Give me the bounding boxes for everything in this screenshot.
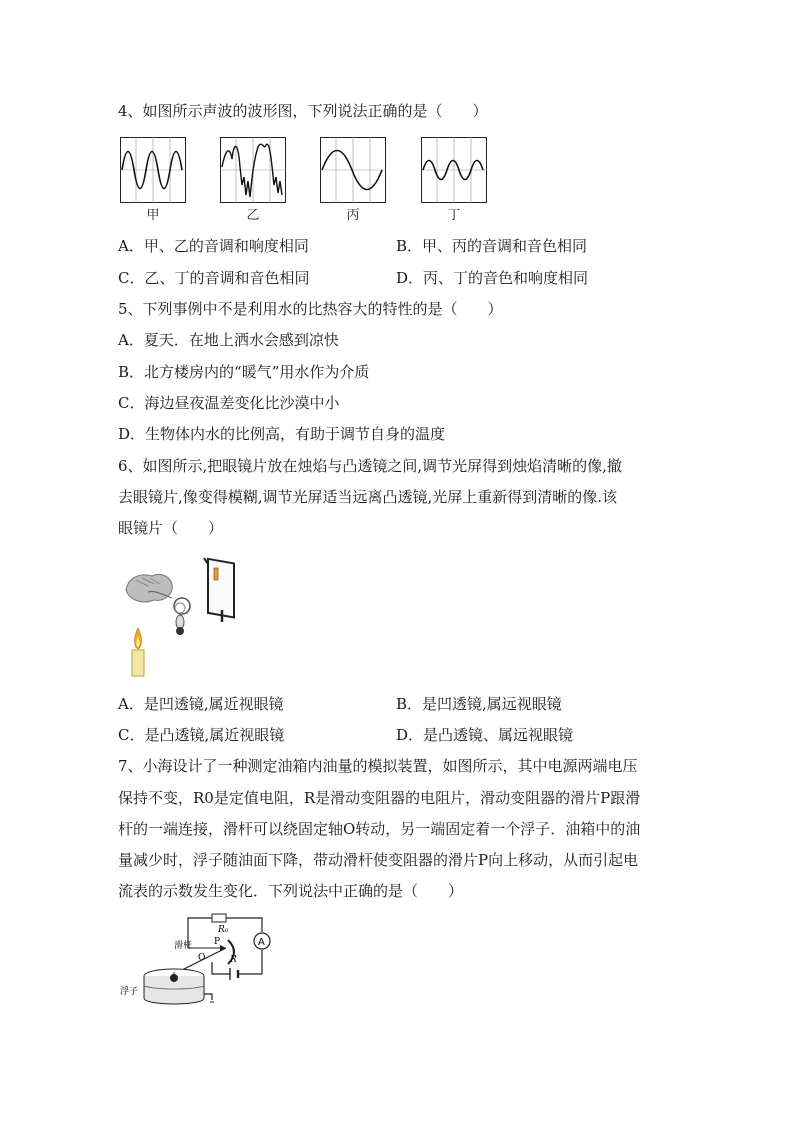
q6-option-b[interactable]: B．是凹透镜,属远视眼镜 <box>396 695 562 713</box>
q6-stem-line-3: 眼镜片（ ） <box>118 519 224 537</box>
wave-label-jia: 甲 <box>146 208 160 223</box>
q7-stem-line-5: 流表的示数发生变化．下列说法中正确的是（ ） <box>118 882 464 900</box>
q6-option-c[interactable]: C．是凸透镜,属近视眼镜 <box>118 726 285 744</box>
q6-stem-line-1: 6、如图所示,把眼镜片放在烛焰与凸透镜之间,调节光屏得到烛焰清晰的像,撤 <box>118 457 622 475</box>
oil-gauge-circuit-figure <box>118 910 278 1010</box>
lens-experiment-figure <box>118 550 243 680</box>
q4-option-c[interactable]: C．乙、丁的音调和音色相同 <box>118 269 310 287</box>
wave-label-bing: 丙 <box>346 208 360 223</box>
fixed-resistor-r0 <box>212 914 226 922</box>
slider-p-label: P <box>214 937 221 947</box>
q4-stem: 4、如图所示声波的波形图，下列说法正确的是（ ） <box>118 102 488 120</box>
q5-option-c[interactable]: C．海边昼夜温差变化比沙漠中小 <box>118 394 340 412</box>
ammeter-label: A <box>258 937 265 948</box>
r-label: R <box>230 955 237 965</box>
q7-stem-line-1: 7、小海设计了一种测定油箱内油量的模拟装置，如图所示，其中电源两端电压 <box>118 757 638 775</box>
wave-label-yi: 乙 <box>246 208 260 223</box>
wave-figure-jia <box>120 137 186 203</box>
float-label: 浮子 <box>120 987 139 997</box>
q7-stem-line-4: 量减少时，浮子随油面下降，带动滑杆使变阻器的滑片P向上移动，从而引起电 <box>118 851 639 869</box>
rod-label: 滑杆 <box>174 941 193 951</box>
q5-option-b[interactable]: B．北方楼房内的“暖气”用水作为介质 <box>118 363 370 381</box>
convex-lens <box>176 615 184 629</box>
q4-option-d[interactable]: D．丙、丁的音色和响度相同 <box>396 269 589 287</box>
q6-option-d[interactable]: D．是凸透镜、属远视眼镜 <box>396 726 574 744</box>
pivot-o-label: O <box>198 953 206 963</box>
q5-option-d[interactable]: D．生物体内水的比例高，有助于调节自身的温度 <box>118 425 446 443</box>
oil-tank <box>144 969 214 1004</box>
q5-option-a[interactable]: A．夏天．在地上洒水会感到凉快 <box>118 331 339 349</box>
wave-label-ding: 丁 <box>447 208 461 223</box>
wave-figure-yi <box>220 137 286 203</box>
light-screen <box>204 558 234 622</box>
q4-option-b[interactable]: B．甲、丙的音调和音色相同 <box>396 237 588 255</box>
wave-figure-ding <box>421 137 487 203</box>
q7-stem-line-3: 杆的一端连接，滑杆可以绕固定轴O转动，另一端固定着一个浮子．油箱中的油 <box>118 820 641 838</box>
q6-option-a[interactable]: A．是凹透镜,属近视眼镜 <box>118 695 284 713</box>
candle <box>132 628 144 676</box>
r0-label: R₀ <box>218 925 229 935</box>
q7-stem-line-2: 保持不变，R0是定值电阻，R是滑动变阻器的电阻片，滑动变阻器的滑片P跟滑 <box>118 789 641 807</box>
hand-illustration <box>126 574 172 601</box>
q6-stem-line-2: 去眼镜片,像变得模糊,调节光屏适当远离凸透镜,光屏上重新得到清晰的像.该 <box>118 488 618 506</box>
q5-stem: 5、下列事例中不是利用水的比热容大的特性的是（ ） <box>118 300 503 318</box>
wave-figure-bing <box>320 137 386 203</box>
q4-option-a[interactable]: A．甲、乙的音调和响度相同 <box>118 237 309 255</box>
